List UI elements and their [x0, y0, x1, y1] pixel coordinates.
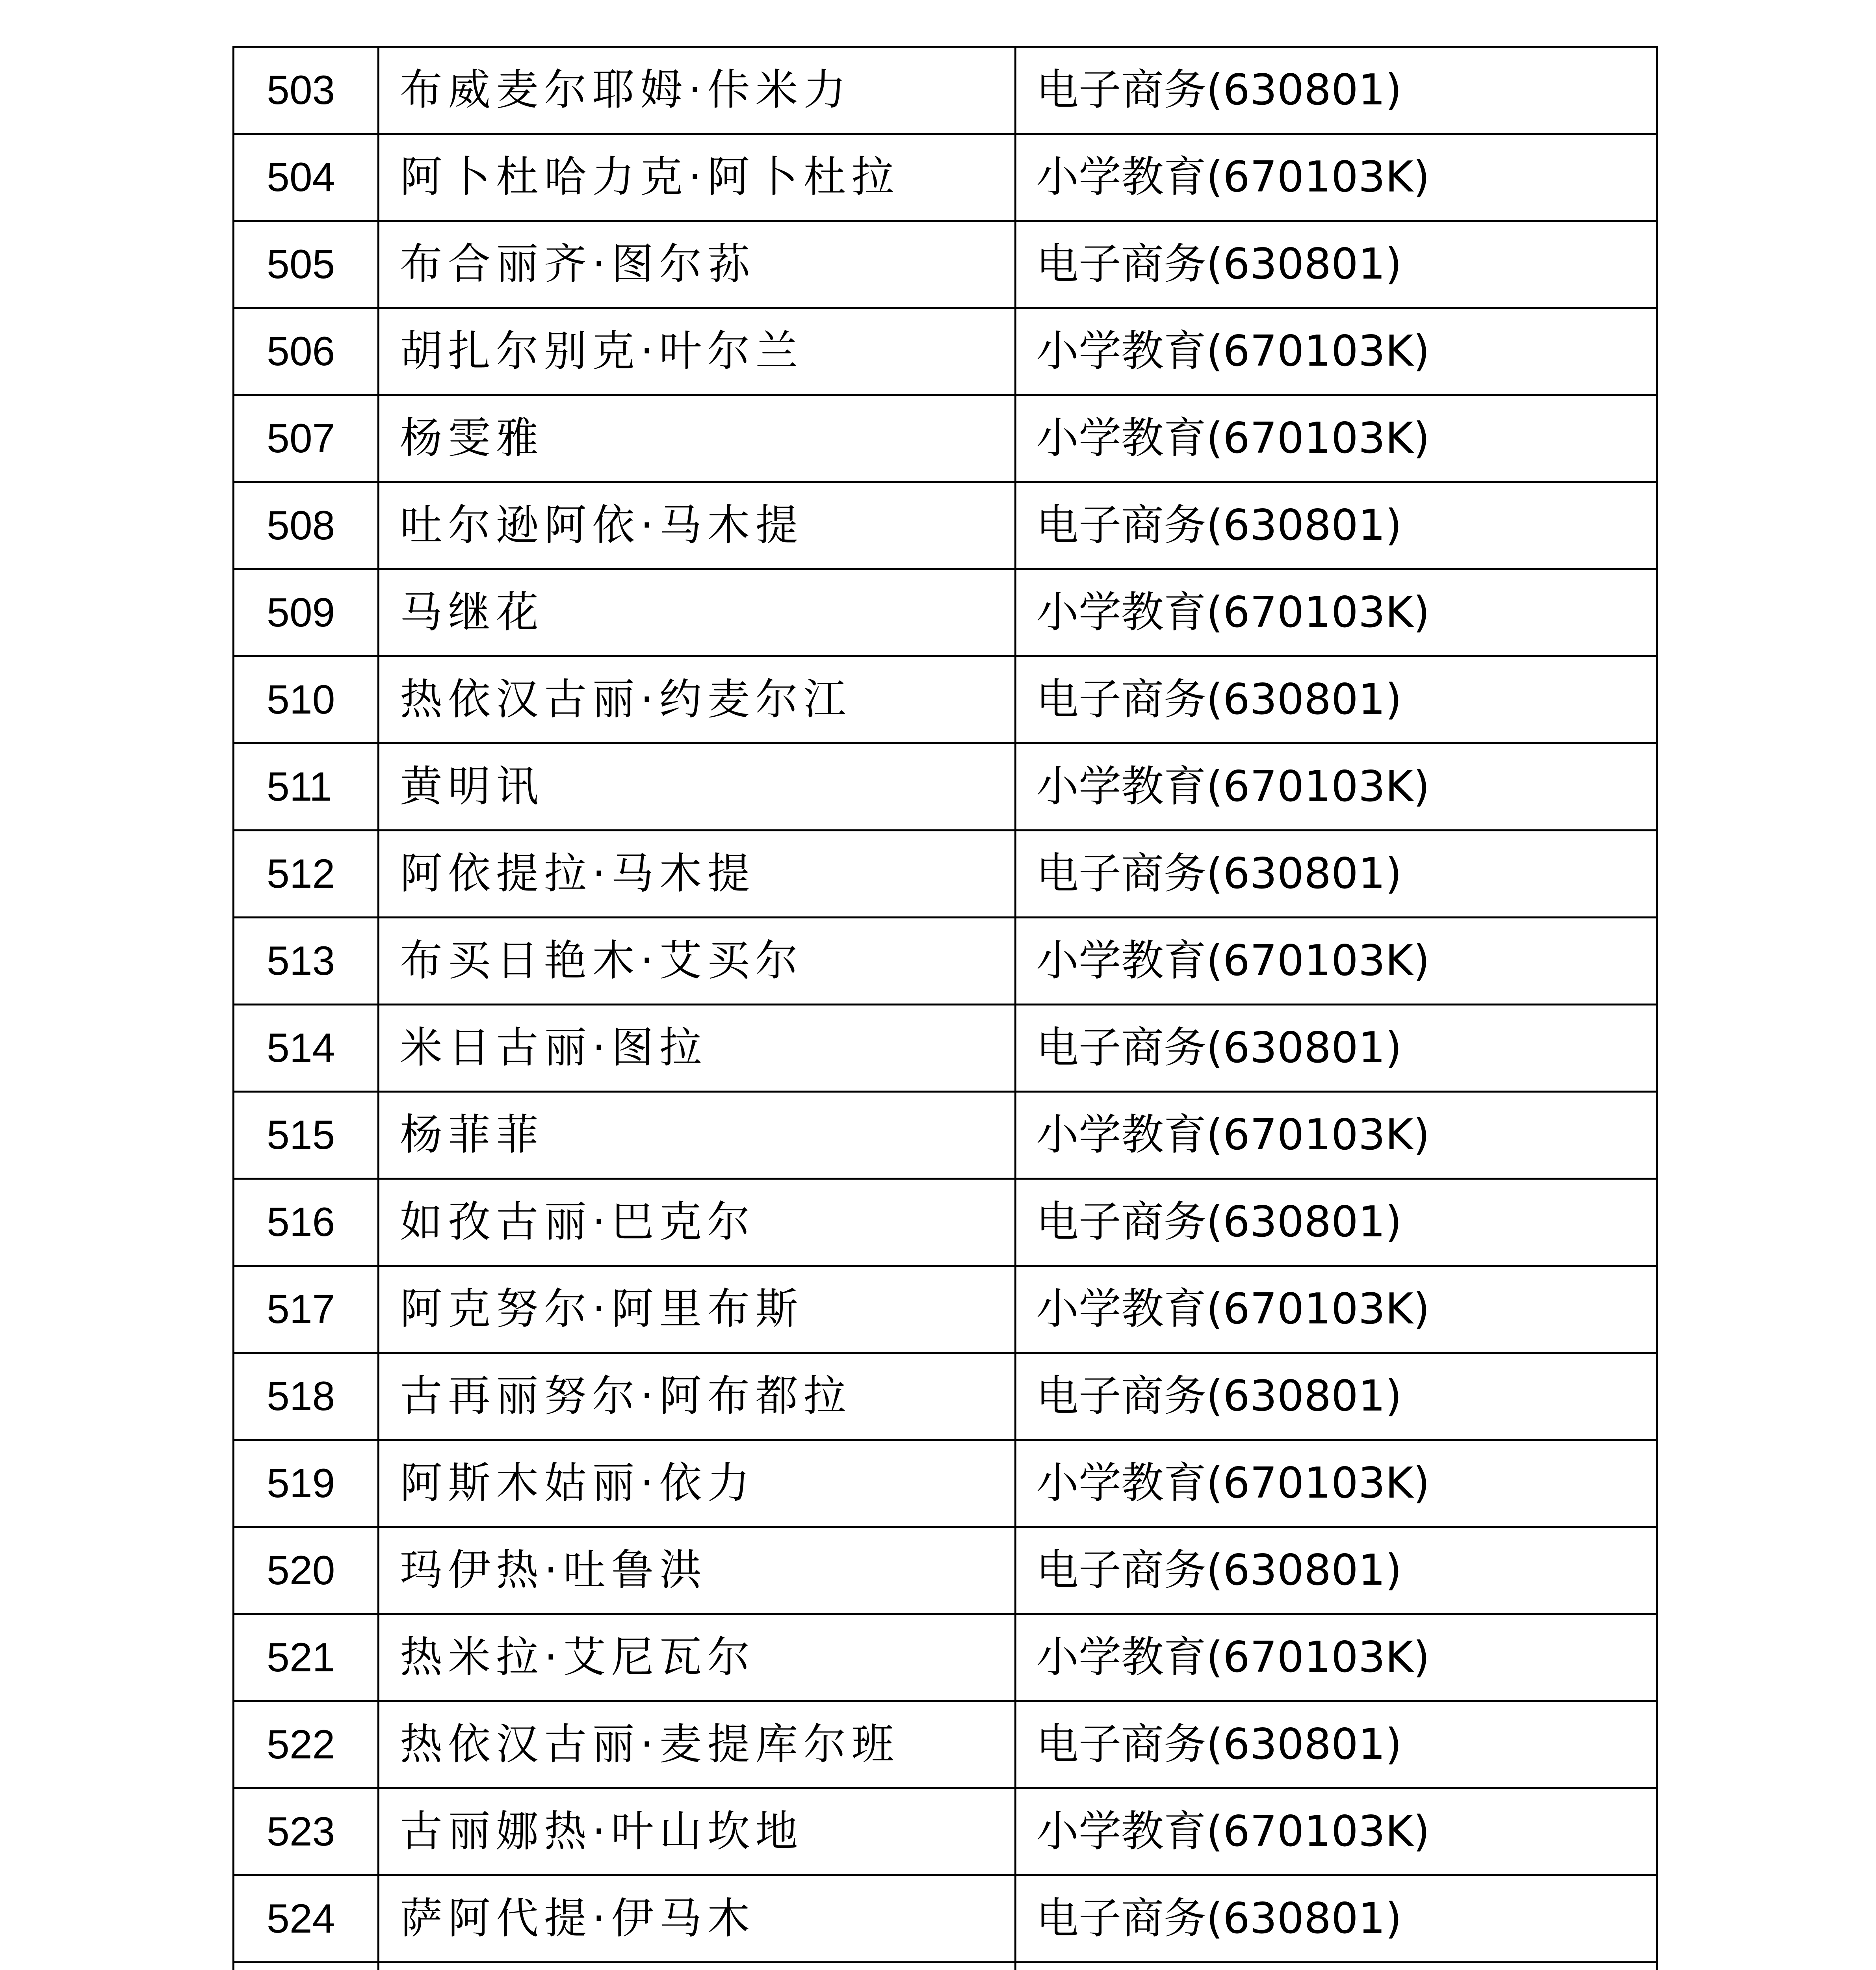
major-cell: 电子商务(630801): [1016, 1005, 1657, 1092]
major-cell: 小学教育(670103K): [1016, 308, 1657, 395]
major-cell: 小学教育(670103K): [1016, 134, 1657, 221]
student-name-cell: 阿斯木姑丽·依力: [379, 1440, 1016, 1527]
student-name-cell: [379, 1963, 1016, 1970]
row-number-cell: 509: [234, 569, 379, 656]
major-cell: 小学教育(670103K): [1016, 569, 1657, 656]
student-name-cell: 杨雯雅: [379, 395, 1016, 482]
table-row: [234, 395, 1657, 482]
row-number-cell: 513: [234, 918, 379, 1005]
row-number-cell: 507: [234, 395, 379, 482]
major-cell: 小学教育(670103K): [1016, 1440, 1657, 1527]
student-name-cell: 吐尔逊阿依·马木提: [379, 482, 1016, 569]
student-name-cell: 热米拉·艾尼瓦尔: [379, 1614, 1016, 1701]
roster-body: [234, 47, 1657, 1970]
row-number-cell: 522: [234, 1701, 379, 1788]
row-number-cell: 511: [234, 743, 379, 831]
student-name-cell: 阿克努尔·阿里布斯: [379, 1266, 1016, 1353]
major-cell: 小学教育(670103K): [1016, 1266, 1657, 1353]
table-row: [234, 308, 1657, 395]
student-name-cell: 胡扎尔别克·叶尔兰: [379, 308, 1016, 395]
table-row: [234, 134, 1657, 221]
row-number-cell: 514: [234, 1005, 379, 1092]
major-cell: 电子商务(630801): [1016, 1353, 1657, 1440]
row-number-cell: [234, 1963, 379, 1970]
table-row: [234, 656, 1657, 743]
table-row: [234, 221, 1657, 308]
student-roster-table: [232, 46, 1658, 1970]
table-row: [234, 918, 1657, 1005]
table-row: [234, 482, 1657, 569]
student-name-cell: 热依汉古丽·麦提库尔班: [379, 1701, 1016, 1788]
student-name-cell: 布买日艳木·艾买尔: [379, 918, 1016, 1005]
major-cell: 小学教育(670103K): [1016, 1614, 1657, 1701]
major-cell: 小学教育(670103K): [1016, 918, 1657, 1005]
major-cell: 电子商务(630801): [1016, 1527, 1657, 1614]
row-number-cell: 515: [234, 1092, 379, 1179]
table-row: [234, 47, 1657, 134]
table-row: [234, 831, 1657, 918]
student-name-cell: 热依汉古丽·约麦尔江: [379, 656, 1016, 743]
student-name-cell: 布威麦尔耶姆·佧米力: [379, 47, 1016, 134]
major-cell: 电子商务(630801): [1016, 482, 1657, 569]
major-cell: [1016, 1963, 1657, 1970]
major-cell: 电子商务(630801): [1016, 1701, 1657, 1788]
student-name-cell: 阿依提拉·马木提: [379, 831, 1016, 918]
table-row: [234, 1353, 1657, 1440]
table-row: [234, 1179, 1657, 1266]
row-number-cell: 520: [234, 1527, 379, 1614]
row-number-cell: 516: [234, 1179, 379, 1266]
major-cell: 电子商务(630801): [1016, 1875, 1657, 1963]
row-number-cell: 510: [234, 656, 379, 743]
row-number-cell: 505: [234, 221, 379, 308]
major-cell: 电子商务(630801): [1016, 1179, 1657, 1266]
student-name-cell: 黄明讯: [379, 743, 1016, 831]
row-number-cell: 503: [234, 47, 379, 134]
student-name-cell: 古丽娜热·叶山坎地: [379, 1788, 1016, 1875]
table-row: [234, 1005, 1657, 1092]
table-row: [234, 1963, 1657, 1970]
student-name-cell: 米日古丽·图拉: [379, 1005, 1016, 1092]
row-number-cell: 523: [234, 1788, 379, 1875]
row-number-cell: 524: [234, 1875, 379, 1963]
major-cell: 小学教育(670103K): [1016, 395, 1657, 482]
student-name-cell: 杨菲菲: [379, 1092, 1016, 1179]
table-row: [234, 1614, 1657, 1701]
major-cell: 电子商务(630801): [1016, 656, 1657, 743]
student-name-cell: 马继花: [379, 569, 1016, 656]
table-row: [234, 1701, 1657, 1788]
table-row: [234, 743, 1657, 831]
major-cell: 电子商务(630801): [1016, 221, 1657, 308]
major-cell: 电子商务(630801): [1016, 831, 1657, 918]
student-name-cell: 古再丽努尔·阿布都拉: [379, 1353, 1016, 1440]
row-number-cell: 517: [234, 1266, 379, 1353]
table-row: [234, 1440, 1657, 1527]
table-row: [234, 569, 1657, 656]
table-row: [234, 1875, 1657, 1963]
row-number-cell: 521: [234, 1614, 379, 1701]
student-name-cell: 萨阿代提·伊马木: [379, 1875, 1016, 1963]
row-number-cell: 504: [234, 134, 379, 221]
student-name-cell: 阿卜杜哈力克·阿卜杜拉: [379, 134, 1016, 221]
student-name-cell: 布合丽齐·图尔荪: [379, 221, 1016, 308]
table-row: [234, 1266, 1657, 1353]
row-number-cell: 519: [234, 1440, 379, 1527]
major-cell: 小学教育(670103K): [1016, 1788, 1657, 1875]
row-number-cell: 506: [234, 308, 379, 395]
student-name-cell: 玛伊热·吐鲁洪: [379, 1527, 1016, 1614]
row-number-cell: 512: [234, 831, 379, 918]
major-cell: 小学教育(670103K): [1016, 743, 1657, 831]
major-cell: 小学教育(670103K): [1016, 1092, 1657, 1179]
table-row: [234, 1788, 1657, 1875]
row-number-cell: 518: [234, 1353, 379, 1440]
table-row: [234, 1527, 1657, 1614]
student-name-cell: 如孜古丽·巴克尔: [379, 1179, 1016, 1266]
row-number-cell: 508: [234, 482, 379, 569]
table-row: [234, 1092, 1657, 1179]
major-cell: 电子商务(630801): [1016, 47, 1657, 134]
